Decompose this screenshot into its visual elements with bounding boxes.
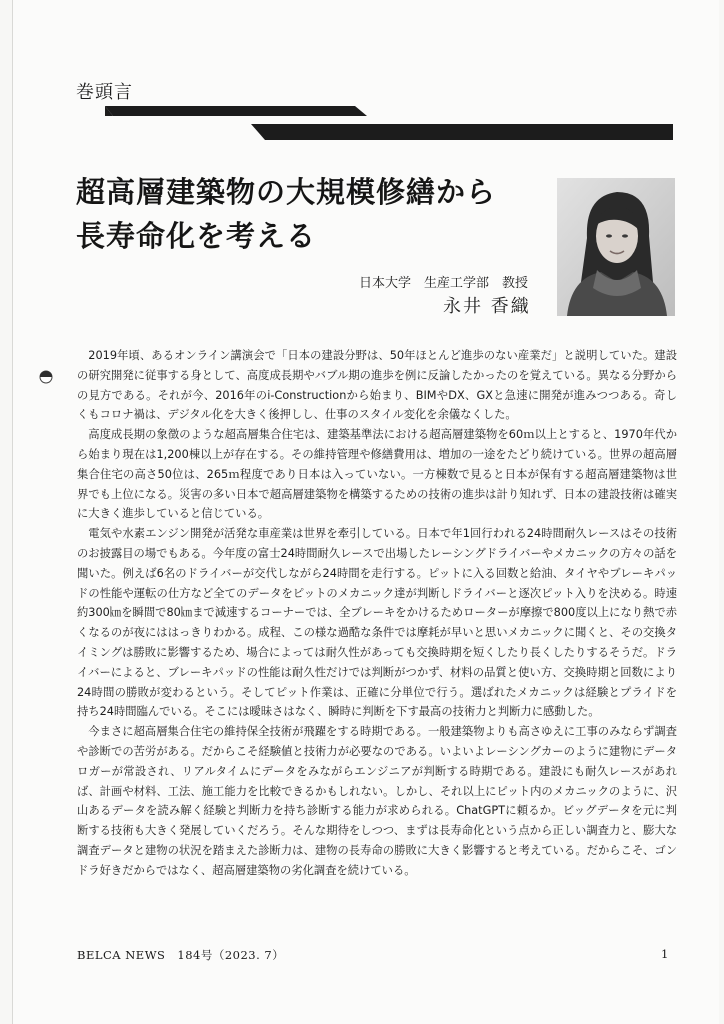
author-affiliation: 日本大学 生産工学部 教授 [359,276,529,291]
paragraph: 高度成長期の象徴のような超高層集合住宅は、建築基準法における超高層建築物を60ｍ以上とすると、1970年代から始まり現在は1,200棟以上が存在する。その維持管理や修繕費用は、増加の一途をたどり続けている。世界の超高層集合住宅の高さ50位は、265ｍ程度であり日本は入っていない。一方棟数で見ると日本が保有する超高層建築物は世界でも上位になる。災害の多い日本で超高層建築物を構築するための技術の進歩は計り知れず、日本の建設技術は確実に大きく進歩していると信じている。 [77,428,677,521]
title-line: 超高層建築物の大規模修繕から [76,175,497,209]
footer-publication: BELCA NEWS 184号（2023. 7） [77,948,285,962]
paragraph: 電気や水素エンジン開発が活発な車産業は世界を牽引している。日本で年1回行われる24時間耐久レースはその技術のお披露目の場でもある。今年度の富士24時間耐久レースで出場したレーシングドライバーやメカニックの方々の話を聞いた。例えば6名のドライバーが交代しながら24時間を走行する。ピットに入る回数と給油、タイヤやブレーキパッドの性能や運転の仕方など全てのデータをピットのメカニック達が判断しドライバーと逐次ピット入りを決める。時速約300㎞を瞬間で80㎞まで減速するコーナーでは、全ブレーキをかけるためローターが摩擦で800度以上になり熱で赤くなるのが夜にははっきりわかる。成程、この様な過酷な条件では摩耗が早いと思いメカニックに聞くと、その交換タイミングは勝敗に影響するため、場合によっては耐久性があっても交換時期を短くしたり長くしたりするそうだ。ドライバーによると、ブレーキパッドの性能は耐久性だけでは判断がつかず、材料の品質と使い方、交換時期と回数により24時間の勝敗が変わるという。そしてピット作業は、正確に分単位で行う。選ばれたメカニックは経験とプライドを持ち24時間臨んでいる。そこには曖昧さはなく、瞬時に判断を下す最高の技術力と判断力に感動した。 [77,527,677,719]
header-banner [105,104,673,144]
article-body [77,346,677,881]
page [12,0,719,1024]
author-name: 永井 香織 [443,296,531,317]
article-title [76,170,496,258]
author-photo [557,178,675,316]
page-number: 1 [661,947,669,961]
section-label: 巻頭言 [76,82,133,103]
binder-hole-icon [39,370,53,384]
title-line: 長寿命化を考える [76,219,317,253]
paragraph: 2019年頃、あるオンライン講演会で「日本の建設分野は、50年ほとんど進歩のない産業だ」と説明していた。建設の研究開発に従事する身として、高度成長期やバブル期の進歩を例に反論したかったのを覚えている。異なる分野からの見方である。それが今、2016年のi-Constructionから始まり、BIMやDX、GXと急速に開発が進みつつある。奇しくもコロナ禍は、デジタル化を大きく後押しし、仕事のスタイル変化を余儀なくした。 [77,349,677,422]
paragraph: 今まさに超高層集合住宅の維持保全技術が飛躍をする時期である。一般建築物よりも高さゆえに工事のみならず調査や診断での苦労がある。だからこそ経験値と技術力が必要なのである。いよいよレーシングカーのように建物にデータロガーが常設され、リアルタイムにデータをみながらエンジニアが判断する時期である。建設にも耐久レースがあれば、計画や材料、工法、施工能力を比較できるかもしれない。しかし、それ以上にピット内のメカニックのように、沢山あるデータを読み解く経験と判断力を持ち診断する能力が求められる。ChatGPTに頼るか。ビッグデータを元に判断する技術も大きく発展していくだろう。そんな期待をしつつ、まずは長寿命化という点から正しい調査力と、膨大な調査データと建物の状況を踏まえた診断力は、建物の長寿命の勝敗に大きく影響すると考えている。だからこそ、ゴンドラ好きだからではなく、超高層建築物の劣化調査を続けている。 [77,725,677,877]
